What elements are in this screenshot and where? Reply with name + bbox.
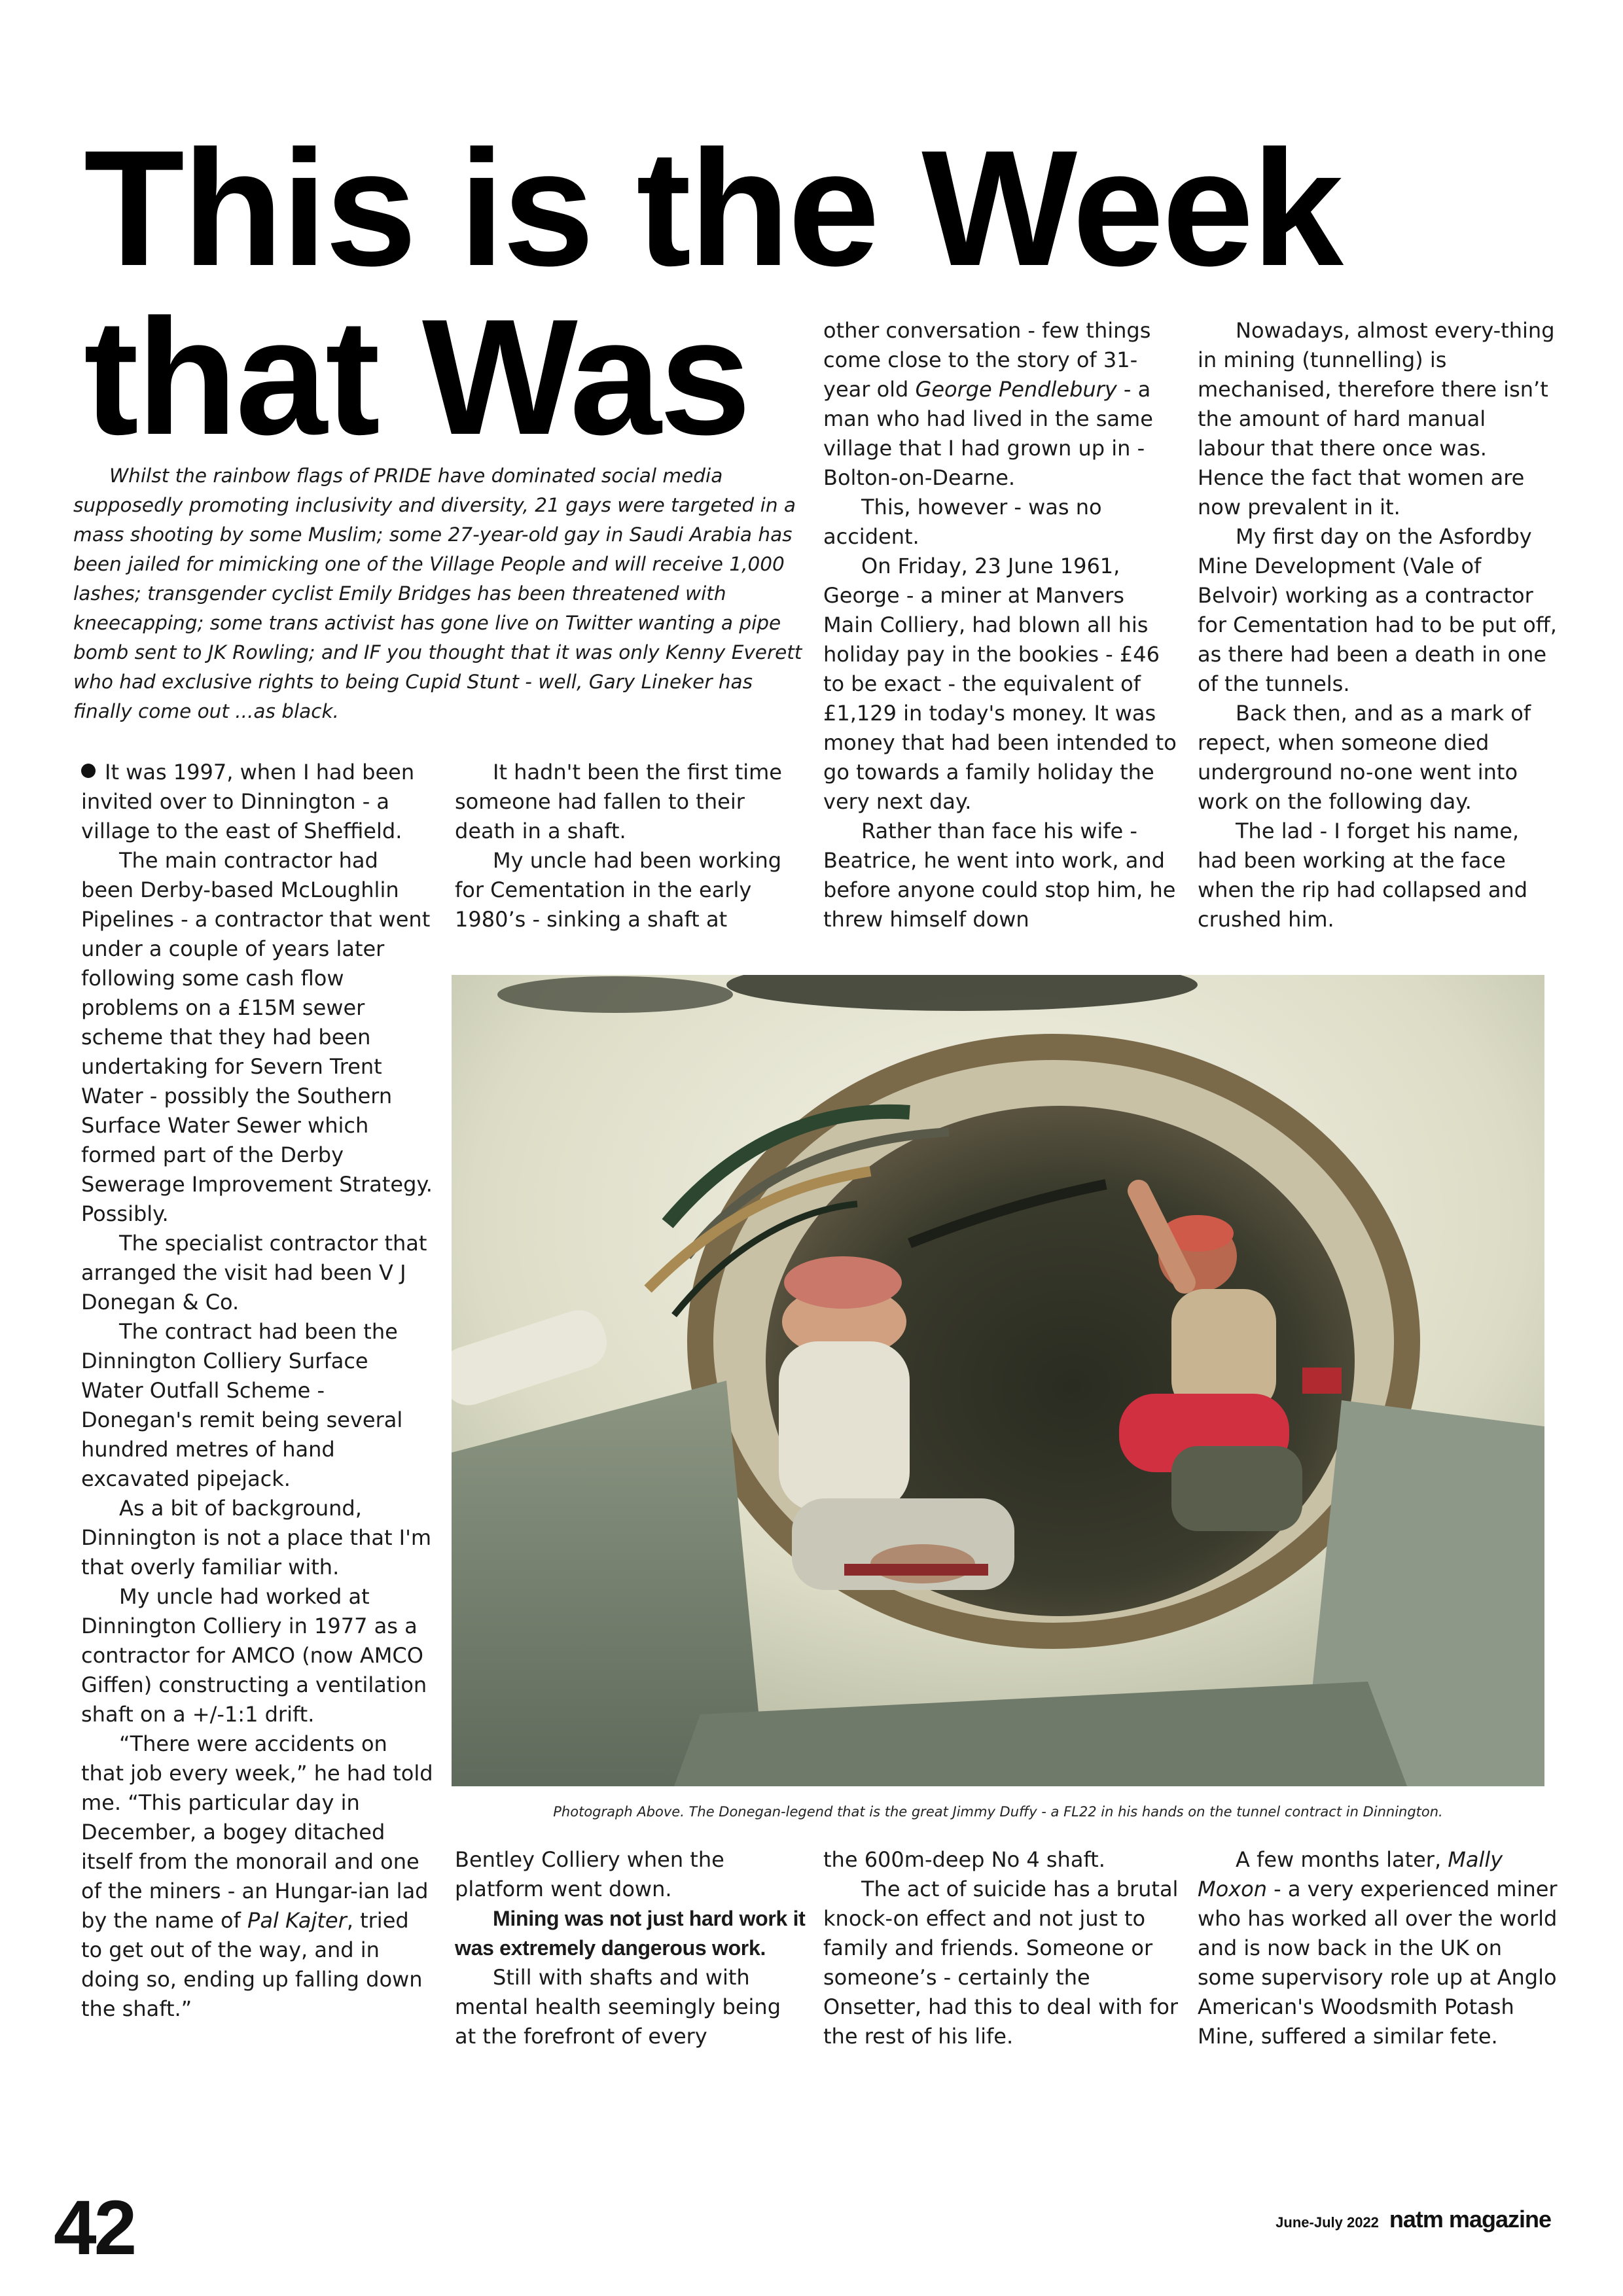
article-column-3-bottom (823, 1845, 1180, 2051)
photo-caption: Photograph Above. The Donegan-legend that is the great Jimmy Duffy - a FL22 in his hands on the tunnel contract in Dinnington. (553, 1804, 1443, 1820)
standfirst-intro: Whilst the rainbow flags of PRIDE have dominated social media supposedly promoting inclusivity and diversity, 21 gays were targeted in a mass shooting by some Muslim; some 27-year-old gay in Saudi Arabia has been jailed for mimicking one of the Village People and will receive 1,000 lashes; transgender cyclist Emily Bridges has been threatened with kneecapping; some trans activist has gone live on Twitter wanting a pipe bomb sent to JK Rowling; and IF you thought that it was only Kenny Everett who had exclusive rights to being Cupid Stunt - well, Gary Lineker has finally come out ...as black. (73, 465, 802, 722)
article-column-2-bottom (455, 1845, 808, 2051)
person-name: George Pendlebury (915, 377, 1117, 402)
paragraph: Nowadays, almost every-thing in mining (tunnelling) is mechanised, therefore there isn’t the amount of hard manual labour that there once was. Hence the fact that women are now prevalent in it. (1198, 318, 1555, 520)
bullet-icon (81, 764, 96, 778)
paragraph: It was 1997, when I had been invited over to Dinnington - a village to the east of Sheffield. (81, 760, 415, 843)
paragraph: This, however - was no accident. (823, 495, 1102, 549)
page-footer (1275, 2206, 1551, 2233)
article-column-3-top (823, 316, 1180, 934)
magazine-name: natm magazine (1389, 2206, 1551, 2233)
headline-line-2: that Was (84, 285, 749, 469)
person-name: Mally Moxon (1198, 1847, 1503, 1901)
paragraph: The main contractor had been Derby-based McLoughlin Pipelines - a contractor that went under a couple of years later following some cash flow problems on a £15M sewer scheme that they had been undertaking for Severn Trent Water - possibly the Southern Surface Water Sewer which formed part of the Derby Sewerage Improvement Strategy. Possibly. (81, 848, 433, 1226)
paragraph: My uncle had worked at Dinnington Colliery in 1977 as a contractor for AMCO (now AMCO Giffen) constructing a ventilation shaft on a +/-1:1 drift. (81, 1584, 427, 1727)
paragraph: “There were accidents on that job every week,” he had told me. “This particular day in December, a bogey ditached itself from the monorail and one of the miners - an Hungar-ian lad by the name of Pal Kajter, tried to get out of the way, and in doing so, ending up falling down the shaft.” (81, 1731, 433, 2021)
paragraph: The specialist contractor that arranged the visit had been V J Donegan & Co. (81, 1231, 427, 1315)
paragraph: The lad - I forget his name, had been working at the face when the rip had collapsed and crushed him. (1198, 819, 1528, 932)
paragraph: My uncle had been working for Cementation in the early 1980’s - sinking a shaft at (455, 848, 782, 932)
paragraph: It hadn't been the first time someone had fallen to their death in a shaft. (455, 760, 782, 843)
paragraph: A few months later, Mally Moxon - a very experienced miner who has worked all over the world and is now back in the UK on some supervisory role up at Anglo American's Woodsmith Potash Mine, suffered a similar fete. (1198, 1847, 1558, 2049)
paragraph: My first day on the Asfordby Mine Development (Vale of Belvoir) working as a contractor for Cementation had to be put off, as there had been a death in one of the tunnels. (1198, 524, 1557, 696)
person-name: Pal Kajter (247, 1908, 347, 1933)
paragraph: Rather than face his wife - Beatrice, he went into work, and before anyone could stop him, he threw himself down (823, 819, 1176, 932)
page-number: 42 (54, 2185, 135, 2271)
paragraph: Back then, and as a mark of repect, when someone died underground no-one went into work on the following day. (1198, 701, 1531, 814)
paragraph: The act of suicide has a brutal knock-on effect and not just to family and friends. Someone or someone’s - certainly the Onsetter, had this to deal with for the rest of his life. (823, 1877, 1179, 2049)
article-column-2-top (455, 758, 808, 934)
paragraph: Still with shafts and with mental health seemingly being at the forefront of every (455, 1965, 781, 2049)
pull-quote: Mining was not just hard work it was extremely dangerous work. (455, 1907, 806, 1960)
paragraph: The contract had been the Dinnington Colliery Surface Water Outfall Scheme - Donegan's remit being several hundred metres of hand excavated pipejack. (81, 1319, 403, 1491)
paragraph: other conversation - few things come close to the story of 31-year old George Pendlebury - a man who had lived in the same village that I had grown up in - Bolton-on-Dearne. (823, 318, 1153, 490)
article-column-4-top (1198, 316, 1558, 934)
paragraph: the 600m-deep No 4 shaft. (823, 1847, 1105, 1872)
article-column-1 (81, 758, 435, 2024)
tunnel-photograph (452, 975, 1544, 1786)
issue-date: June-July 2022 (1275, 2214, 1379, 2231)
paragraph: On Friday, 23 June 1961, George - a miner at Manvers Main Colliery, had blown all his holiday pay in the bookies - £46 to be exact - the equivalent of £1,129 in today's money. It was money that had been intended to go towards a family holiday the very next day. (823, 554, 1177, 814)
headline-line-1: This is the Week (84, 116, 1342, 300)
paragraph: As a bit of background, Dinnington is not a place that I'm that overly familiar with. (81, 1496, 432, 1580)
paragraph: Bentley Colliery when the platform went down. (455, 1847, 724, 1901)
article-column-4-bottom (1198, 1845, 1558, 2051)
